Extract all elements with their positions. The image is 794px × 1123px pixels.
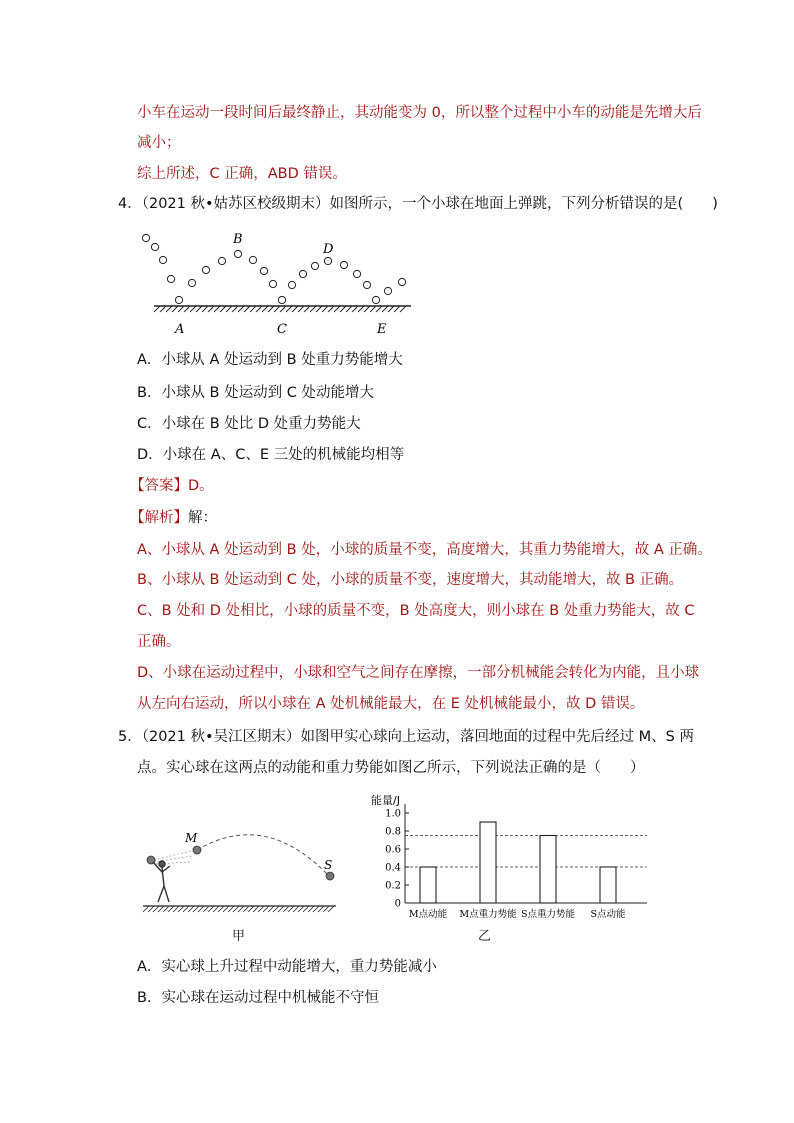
label-D: D (323, 242, 334, 257)
ground-hatch (154, 306, 406, 312)
hatch-mark (293, 906, 299, 912)
hatch-mark (184, 306, 190, 312)
ball-M (193, 846, 201, 854)
ball (249, 256, 256, 263)
ball (340, 261, 347, 268)
ball (324, 257, 331, 264)
hatch-mark (280, 306, 286, 312)
x-category-label: M点重力势能 (459, 909, 517, 920)
q4-analysis-d: D、小球在运动过程中，小球和空气之间存在摩擦，一部分机械能会转化为内能，且小球 (137, 665, 700, 681)
ball (142, 234, 149, 241)
ball (363, 281, 370, 288)
q4-analysis-b: B、小球从 B 处运动到 C 处，小球的质量不变，速度增大，其动能增大，故 B 正确。 (137, 572, 684, 588)
hatch-mark (220, 306, 226, 312)
label-A: A (175, 322, 185, 337)
hatch-mark (218, 906, 224, 912)
hatch-mark (238, 906, 244, 912)
label-M: M (185, 831, 198, 845)
y-tick-label: 1.0 (385, 808, 401, 820)
ball (288, 281, 295, 288)
fig-yi-caption: 乙 (478, 929, 492, 944)
hatch-mark (370, 306, 376, 312)
hatch-mark (298, 906, 304, 912)
ball (159, 256, 166, 263)
hatch-mark (213, 906, 219, 912)
hatch-mark (243, 906, 249, 912)
ball (398, 278, 405, 285)
ball (278, 296, 285, 303)
hatch-mark (168, 906, 174, 912)
hatch-mark (256, 306, 262, 312)
bar-3 (540, 836, 556, 904)
y-tick-label: 0.4 (385, 862, 401, 874)
hatch-mark (298, 306, 304, 312)
q4-analysis-c: C、B 处和 D 处相比，小球的质量不变，B 处高度大，则小球在 B 处重力势能大，故 C (137, 603, 695, 619)
hatch-mark (253, 906, 259, 912)
hatch-mark (394, 306, 400, 312)
hatch-mark (258, 906, 264, 912)
hatch-mark (340, 306, 346, 312)
hatch-mark (318, 906, 324, 912)
y-tick-label: 0.6 (385, 844, 401, 856)
q4-option-b: B．小球从 B 处运动到 C 处动能增大 (137, 385, 374, 401)
prev-solution-line-1: 小车在运动一段时间后最终静止，其动能变为 0，所以整个过程中小车的动能是先增大后 (137, 105, 702, 121)
ball (260, 267, 267, 274)
q5-fig-jia (140, 828, 340, 918)
ball (188, 279, 195, 286)
q4-option-d: D．小球在 A、C、E 三处的机械能均相等 (137, 447, 405, 463)
analysis-tag: 【解析】 (130, 510, 188, 526)
hatch-mark (376, 306, 382, 312)
hatch-mark (334, 306, 340, 312)
q4-analysis-header (130, 508, 217, 528)
q4-option-c: C．小球在 B 处比 D 处重力势能大 (137, 416, 361, 432)
q4-analysis-c-cont: 正确。 (137, 634, 181, 650)
ball (175, 296, 182, 303)
ball (202, 266, 209, 273)
fig-jia-caption: 甲 (232, 929, 246, 944)
hatch-mark (303, 906, 309, 912)
y-axis-label: 能量/J (371, 794, 400, 807)
x-category-label: S点动能 (590, 909, 626, 920)
x-category-label: M点动能 (408, 909, 448, 920)
hatch-mark (288, 906, 294, 912)
analysis-intro: 解： (188, 510, 217, 526)
q4-bounce-figure (135, 228, 420, 340)
bar-4 (600, 867, 616, 903)
q4-analysis-a: A、小球从 A 处运动到 B 处，小球的质量不变，高度增大，其重力势能增大，故 A 正确。 (137, 542, 712, 558)
ball (167, 275, 174, 282)
hatch-mark (196, 306, 202, 312)
label-B: B (233, 232, 243, 247)
q5-stem-line-1: 5．（2021 秋•吴江区期末）如图甲实心球向上运动，落回地面的过程中先后经过 M、S 两 (118, 729, 694, 745)
hatch-mark (262, 306, 268, 312)
hatch-mark (278, 906, 284, 912)
q4-analysis-d-cont: 从左向右运动，所以小球在 A 处机械能最大，在 E 处机械能最小，故 D 错误。 (137, 696, 645, 712)
hatch-mark (364, 306, 370, 312)
hatch-mark (388, 306, 394, 312)
q5-option-a: A．实心球上升过程中动能增大，重力势能减小 (137, 959, 437, 975)
hatch-mark (328, 306, 334, 312)
q5-stem-line-2: 点。实心球在这两点的动能和重力势能如图乙所示，下列说法正确的是（ ） (137, 760, 645, 776)
hatch-mark (166, 306, 172, 312)
hatch-mark (313, 906, 319, 912)
prev-solution-line-2: 减小； (137, 135, 181, 151)
hatch-mark (226, 306, 232, 312)
hatch-mark (208, 906, 214, 912)
q5-option-b: B．实心球在运动过程中机械能不守恒 (137, 990, 379, 1006)
hatch-mark (223, 906, 229, 912)
hatch-mark (153, 906, 159, 912)
hatch-mark (316, 306, 322, 312)
hatch-mark (250, 306, 256, 312)
prev-solution-conclusion: 综上所述，C 正确，ABD 错误。 (137, 166, 347, 182)
label-C: C (277, 322, 287, 337)
hatch-mark (190, 306, 196, 312)
hatch-mark (273, 906, 279, 912)
hatch-mark (400, 306, 406, 312)
hatch-mark (283, 906, 289, 912)
ground-hatch (143, 906, 334, 912)
hatch-mark (308, 906, 314, 912)
hatch-mark (173, 906, 179, 912)
hatch-mark (323, 906, 329, 912)
q4-stem: 4．（2021 秋•姑苏区校级期末）如图所示，一个小球在地面上弹跳，下列分析错误的是( ) (118, 196, 718, 212)
hatch-mark (244, 306, 250, 312)
bar-1 (420, 867, 436, 903)
hatch-mark (172, 306, 178, 312)
ball-S (326, 872, 334, 880)
hatch-mark (286, 306, 292, 312)
hatch-mark (304, 306, 310, 312)
hatch-mark (214, 306, 220, 312)
label-E: E (377, 322, 387, 337)
hatch-mark (358, 306, 364, 312)
ball (353, 270, 360, 277)
hatch-mark (202, 306, 208, 312)
q4-answer (130, 476, 214, 496)
bounce-balls (142, 234, 405, 303)
hatch-mark (310, 306, 316, 312)
hatch-mark (268, 906, 274, 912)
hatch-mark (178, 306, 184, 312)
bar-2 (480, 822, 496, 903)
hatch-mark (188, 906, 194, 912)
answer-value: D。 (188, 478, 214, 494)
ball (372, 296, 379, 303)
ball (384, 287, 391, 294)
ball (311, 262, 318, 269)
hatch-mark (183, 906, 189, 912)
hatch-mark (178, 906, 184, 912)
hatch-mark (328, 906, 334, 912)
hatch-mark (232, 306, 238, 312)
y-tick-label: 0.8 (385, 826, 401, 838)
hatch-mark (248, 906, 254, 912)
hatch-mark (158, 906, 164, 912)
label-S: S (324, 858, 333, 872)
hatch-mark (382, 306, 388, 312)
q5-energy-bar-chart (365, 790, 655, 925)
hatch-mark (160, 306, 166, 312)
ball (299, 270, 306, 277)
hatch-mark (346, 306, 352, 312)
y-tick-label: 0.2 (385, 880, 401, 892)
hatch-mark (198, 906, 204, 912)
q4-option-a: A．小球从 A 处运动到 B 处重力势能增大 (137, 352, 403, 368)
hatch-mark (268, 306, 274, 312)
ball (218, 257, 225, 264)
hatch-mark (163, 906, 169, 912)
hatch-mark (292, 306, 298, 312)
hatch-mark (238, 306, 244, 312)
hatch-mark (203, 906, 209, 912)
hatch-mark (233, 906, 239, 912)
hatch-mark (352, 306, 358, 312)
thrower-figure (153, 861, 170, 902)
answer-tag: 【答案】 (130, 478, 188, 494)
y-tick-label: 0 (394, 898, 401, 910)
hatch-mark (154, 306, 160, 312)
x-category-label: S点重力势能 (520, 909, 576, 920)
hatch-mark (208, 306, 214, 312)
ball-trajectory (197, 835, 328, 875)
hatch-mark (228, 906, 234, 912)
hatch-mark (193, 906, 199, 912)
ball (151, 243, 158, 250)
ball (269, 280, 276, 287)
hatch-mark (263, 906, 269, 912)
hatch-mark (274, 306, 280, 312)
hatch-mark (143, 906, 149, 912)
ball (234, 250, 241, 257)
hatch-mark (148, 906, 154, 912)
hatch-mark (322, 306, 328, 312)
